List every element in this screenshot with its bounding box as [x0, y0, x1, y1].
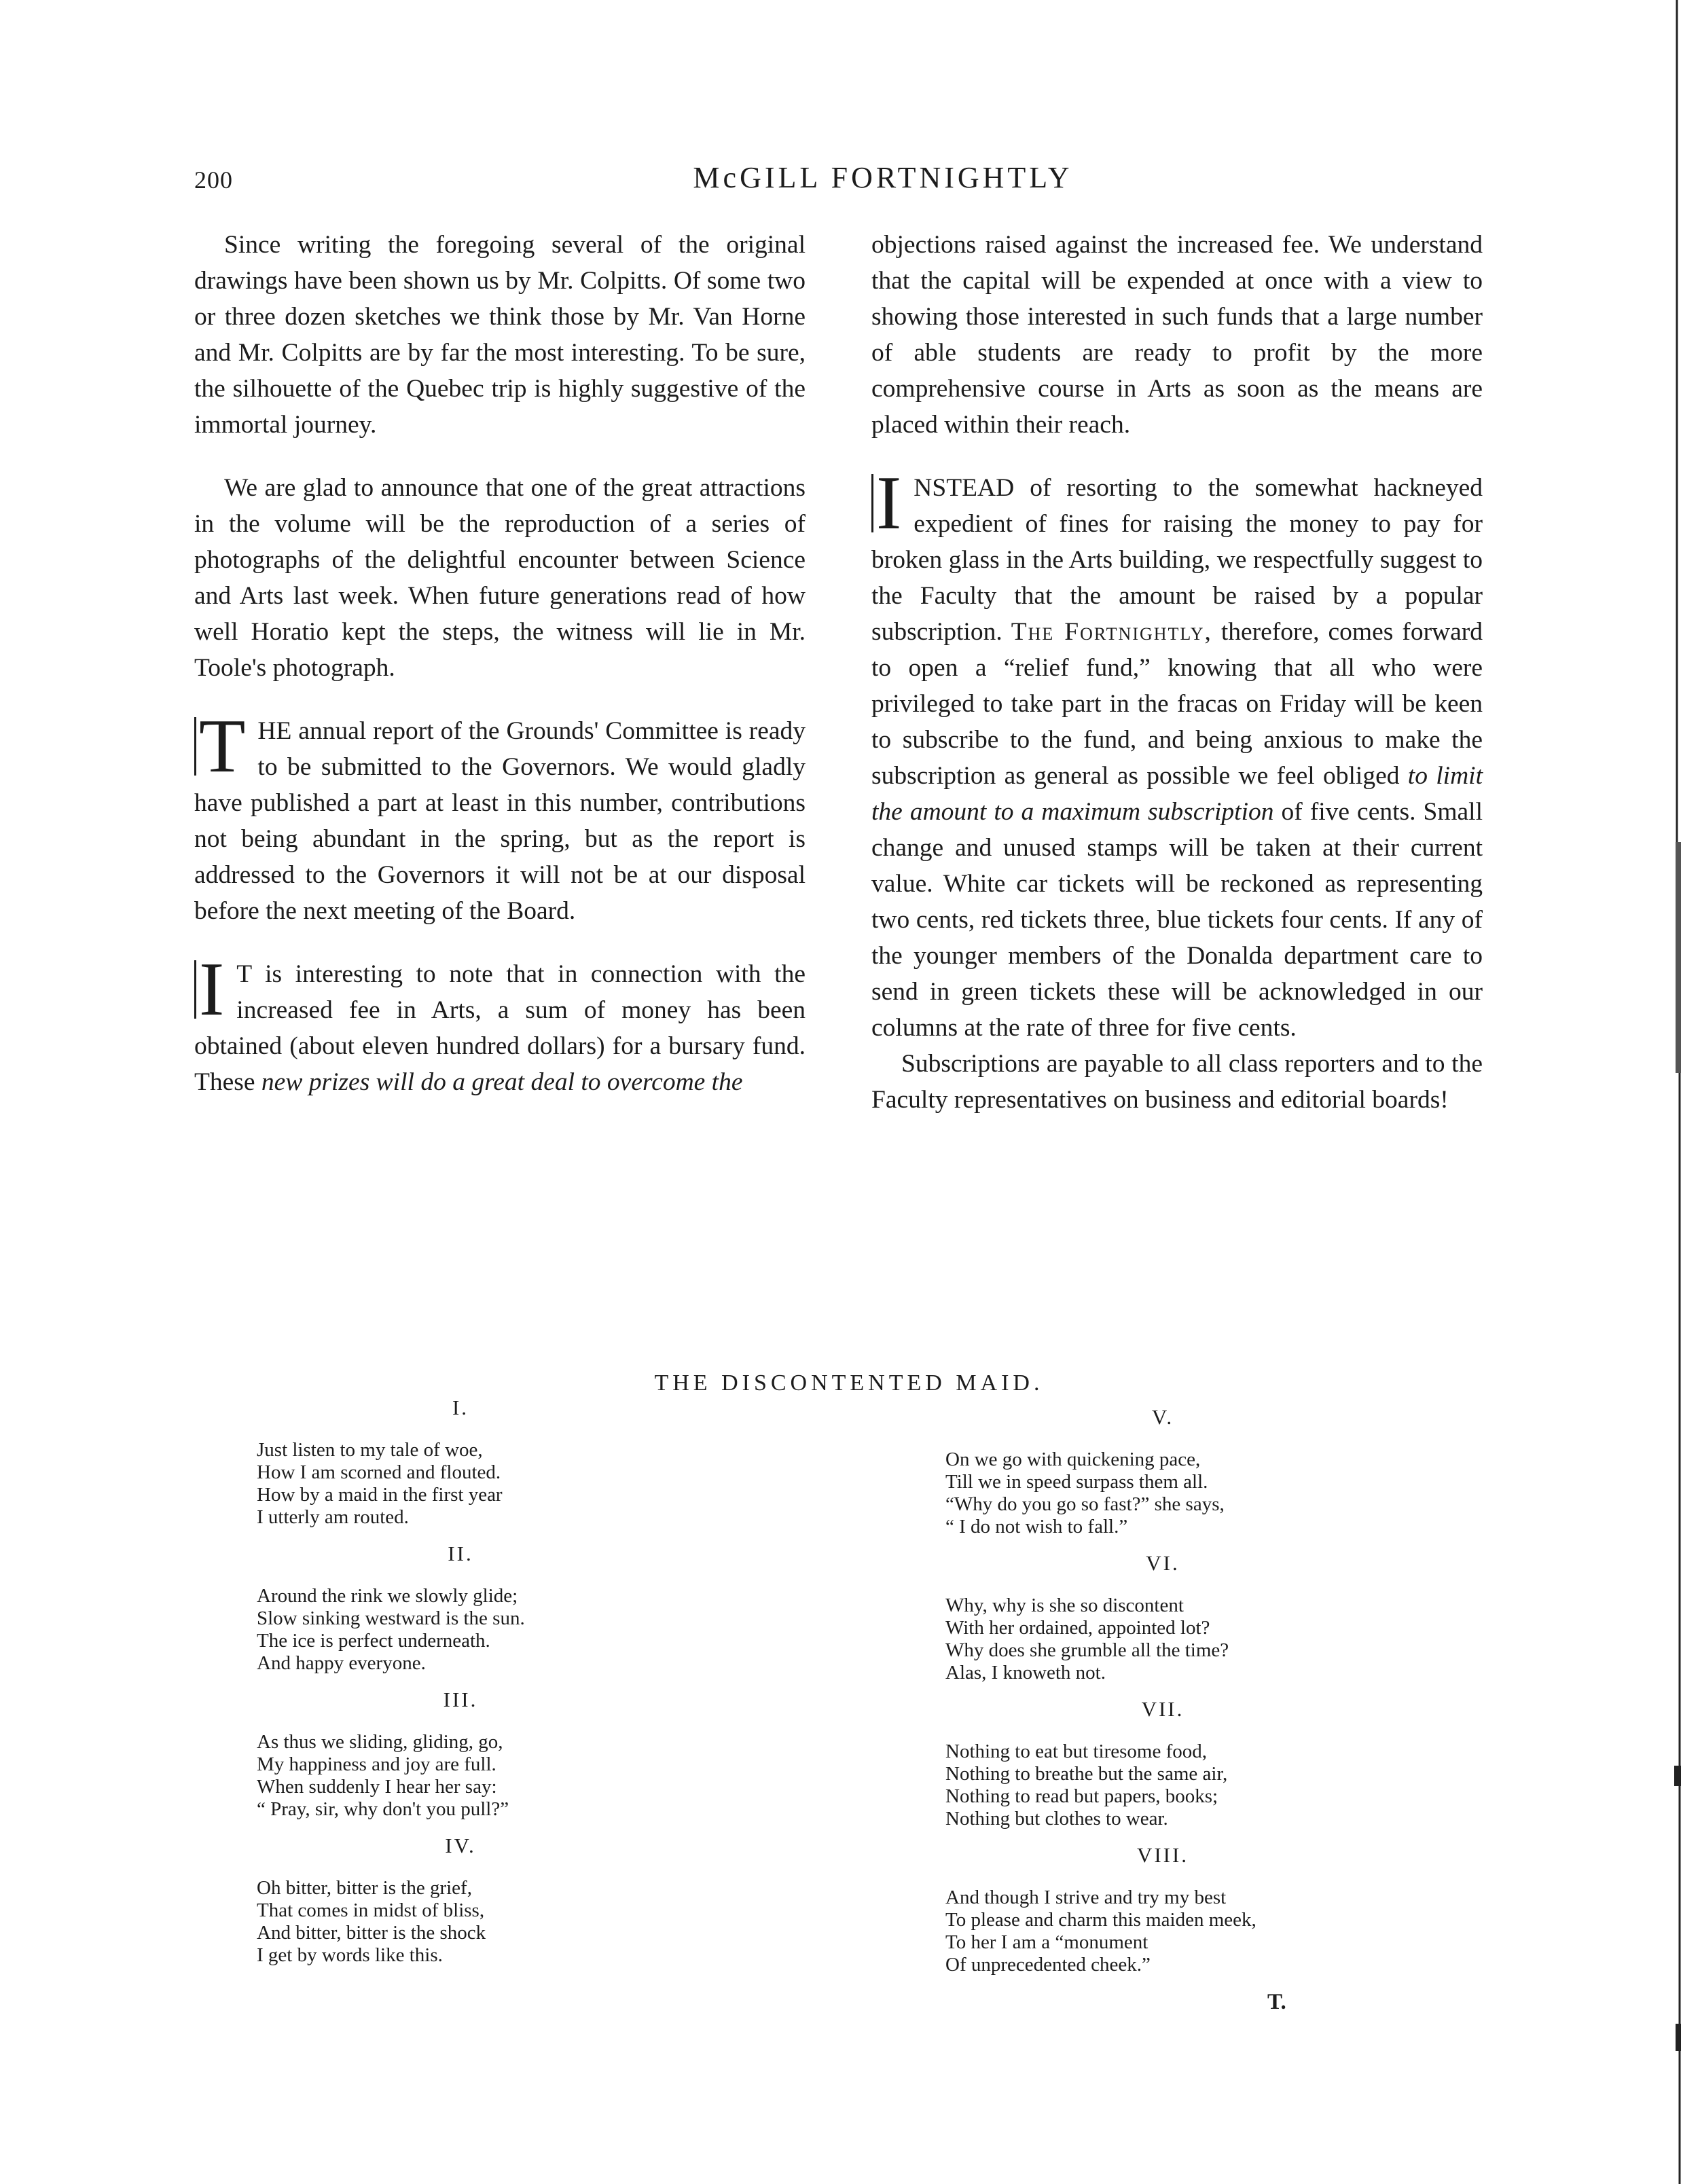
grounds-committee-text: HE annual report of the Grounds' Committee is ready to be submitted to the Governors. We would gladly have published a part at least in this number, contributions not being abundant in the spring, but as the report is addressed to the Governors it will not be at our disposal before the next meeting of the Board. [194, 717, 806, 925]
stanza-line: And bitter, bitter is the shock [257, 1922, 486, 1944]
paragraph-relief-fund [871, 461, 1483, 1046]
stanza-line: On we go with quickening pace, [945, 1449, 1201, 1470]
paragraph-objections: objections raised against the increased fee. We understand that the capital will be expended at once with a view to showing those interested in such funds that a large number of able students are ready to profit by the more comprehensive course in Arts as soon as the means are placed within their reach. [871, 231, 1483, 439]
page-number: 200 [194, 166, 233, 194]
bursary-text: T is interesting to note that in connection with the increased fee in Arts, a sum of money has been obtained (about eleven hundred dollars) for a bursary fund. These [194, 960, 806, 1096]
stanza-line: Till we in speed surpass them all. [945, 1471, 1208, 1493]
stanza-line: Of unprecedented cheek.” [945, 1954, 1151, 1976]
poem-right-column [945, 1392, 1380, 1976]
stanza-line: I utterly am routed. [257, 1506, 409, 1528]
binding-edge [1673, 0, 1685, 2184]
paragraph-drawings: Since writing the foregoing several of the original drawings have been shown us by Mr. Colpitts. Of some two or three dozen sketches we think those by Mr. Van Horne and Mr. Colpitts are by far the most interesting. To be sure, the silhouette of the Quebec trip is highly suggestive of the immortal journey. [194, 231, 806, 439]
stanza-number: IV. [445, 1834, 476, 1857]
stanza-number: II. [448, 1542, 473, 1565]
stanza-line: Oh bitter, bitter is the grief, [257, 1877, 472, 1899]
stanza-line: That comes in midst of bliss, [257, 1899, 485, 1921]
stanza-line: Just listen to my tale of woe, [257, 1439, 483, 1461]
stanza-number: VII. [1141, 1697, 1184, 1721]
paragraph-photographs: We are glad to announce that one of the great attractions in the volume will be the reproduction of a series of photographs of the delightful encounter between Science and Arts last week. When future generations read of how well Horatio kept the steps, the witness will lie in Mr. Toole's photograph. [194, 474, 806, 682]
stanza-line: As thus we sliding, gliding, go, [257, 1731, 503, 1753]
running-title: McGILL FORTNIGHTLY [693, 161, 1073, 194]
stanza-line: Nothing to breathe but the same air, [945, 1763, 1228, 1785]
stanza-line: “Why do you go so fast?” she says, [945, 1493, 1225, 1515]
stanza-number: VIII. [1136, 1843, 1189, 1867]
stanza-line: The ice is perfect underneath. [257, 1630, 490, 1652]
stanza-number: III. [443, 1688, 478, 1711]
paragraph-grounds-committee [194, 704, 806, 929]
stanza-line: To her I am a “monument [945, 1931, 1149, 1953]
stanza-number: V. [1151, 1405, 1174, 1429]
dropcap-i-right: I [871, 474, 904, 532]
fortnightly-smallcaps: The Fortnightly, [1011, 618, 1212, 646]
poem-signature: T. [1267, 1990, 1286, 2014]
stanza-line: Nothing to eat but tiresome food, [945, 1741, 1207, 1762]
stanza-line: My happiness and joy are full. [257, 1753, 496, 1775]
paragraph-bursary [194, 947, 806, 1100]
stanza-number: VI. [1146, 1551, 1180, 1575]
stanza-line: How by a maid in the first year [257, 1484, 503, 1506]
stanza-line: Nothing but clothes to wear. [945, 1808, 1168, 1830]
stanza-line: Alas, I knoweth not. [945, 1662, 1106, 1684]
stanza-line: How I am scorned and flouted. [257, 1461, 501, 1483]
stanza-line: Slow sinking westward is the sun. [257, 1607, 525, 1629]
stanza-line: And happy everyone. [257, 1652, 426, 1674]
relief-fund-text-a: NSTEAD of resorting to the somewhat hackneyed expedient of fines for raising the money to pay for broken glass in the Arts building, we respectfully suggest to the Faculty that the amount be raised by a popular subscription. [871, 474, 1483, 646]
dropcap-i: I [194, 960, 227, 1019]
stanza-line: To please and charm this maiden meek, [945, 1909, 1256, 1931]
poem-title: THE DISCONTENTED MAID. [654, 1370, 1044, 1396]
stanza-line: With her ordained, appointed lot? [945, 1617, 1210, 1639]
stanza-line: Nothing to read but papers, books; [945, 1785, 1218, 1807]
stanza-line: Why, why is she so discontent [945, 1595, 1184, 1616]
stanza-line: Why does she grumble all the time? [945, 1639, 1229, 1661]
stanza-line: “ Pray, sir, why don't you pull?” [257, 1798, 509, 1820]
stanza-line: Around the rink we slowly glide; [257, 1585, 518, 1607]
paragraph-subscriptions: Subscriptions are payable to all class reporters and to the Faculty representatives on business and editorial boards! [871, 1050, 1483, 1114]
right-column [871, 227, 1483, 1118]
left-column [194, 227, 806, 1100]
bursary-italic-text: new prizes will do a great deal to overcome the [261, 1068, 743, 1096]
dropcap-t: T [194, 717, 248, 776]
stanza-line: When suddenly I hear her say: [257, 1776, 497, 1798]
stanza-line: And though I strive and try my best [945, 1887, 1227, 1908]
relief-fund-italic: to limit the amount to a maximum subscription [871, 762, 1483, 826]
stanza-line: “ I do not wish to fall.” [945, 1516, 1128, 1537]
relief-fund-text-b: therefore, comes forward to open a “relief fund,” knowing that all who were privileged to take part in the fracas on Friday will be keen to subscribe to the fund, and being anxious to make the subscription as general as possible we feel obliged [871, 618, 1483, 790]
poem-left-column [257, 1383, 664, 1967]
stanza-line: I get by words like this. [257, 1944, 443, 1966]
relief-fund-text-c: of five cents. Small change and unused stamps will be taken at their current value. White car tickets will be reckoned as representing two cents, red tickets three, blue tickets four cents. If any of the younger members of the Donalda department care to send in green tickets these will be acknowledged in our columns at the rate of three for five cents. [871, 798, 1483, 1042]
stanza-number: I. [452, 1396, 469, 1419]
